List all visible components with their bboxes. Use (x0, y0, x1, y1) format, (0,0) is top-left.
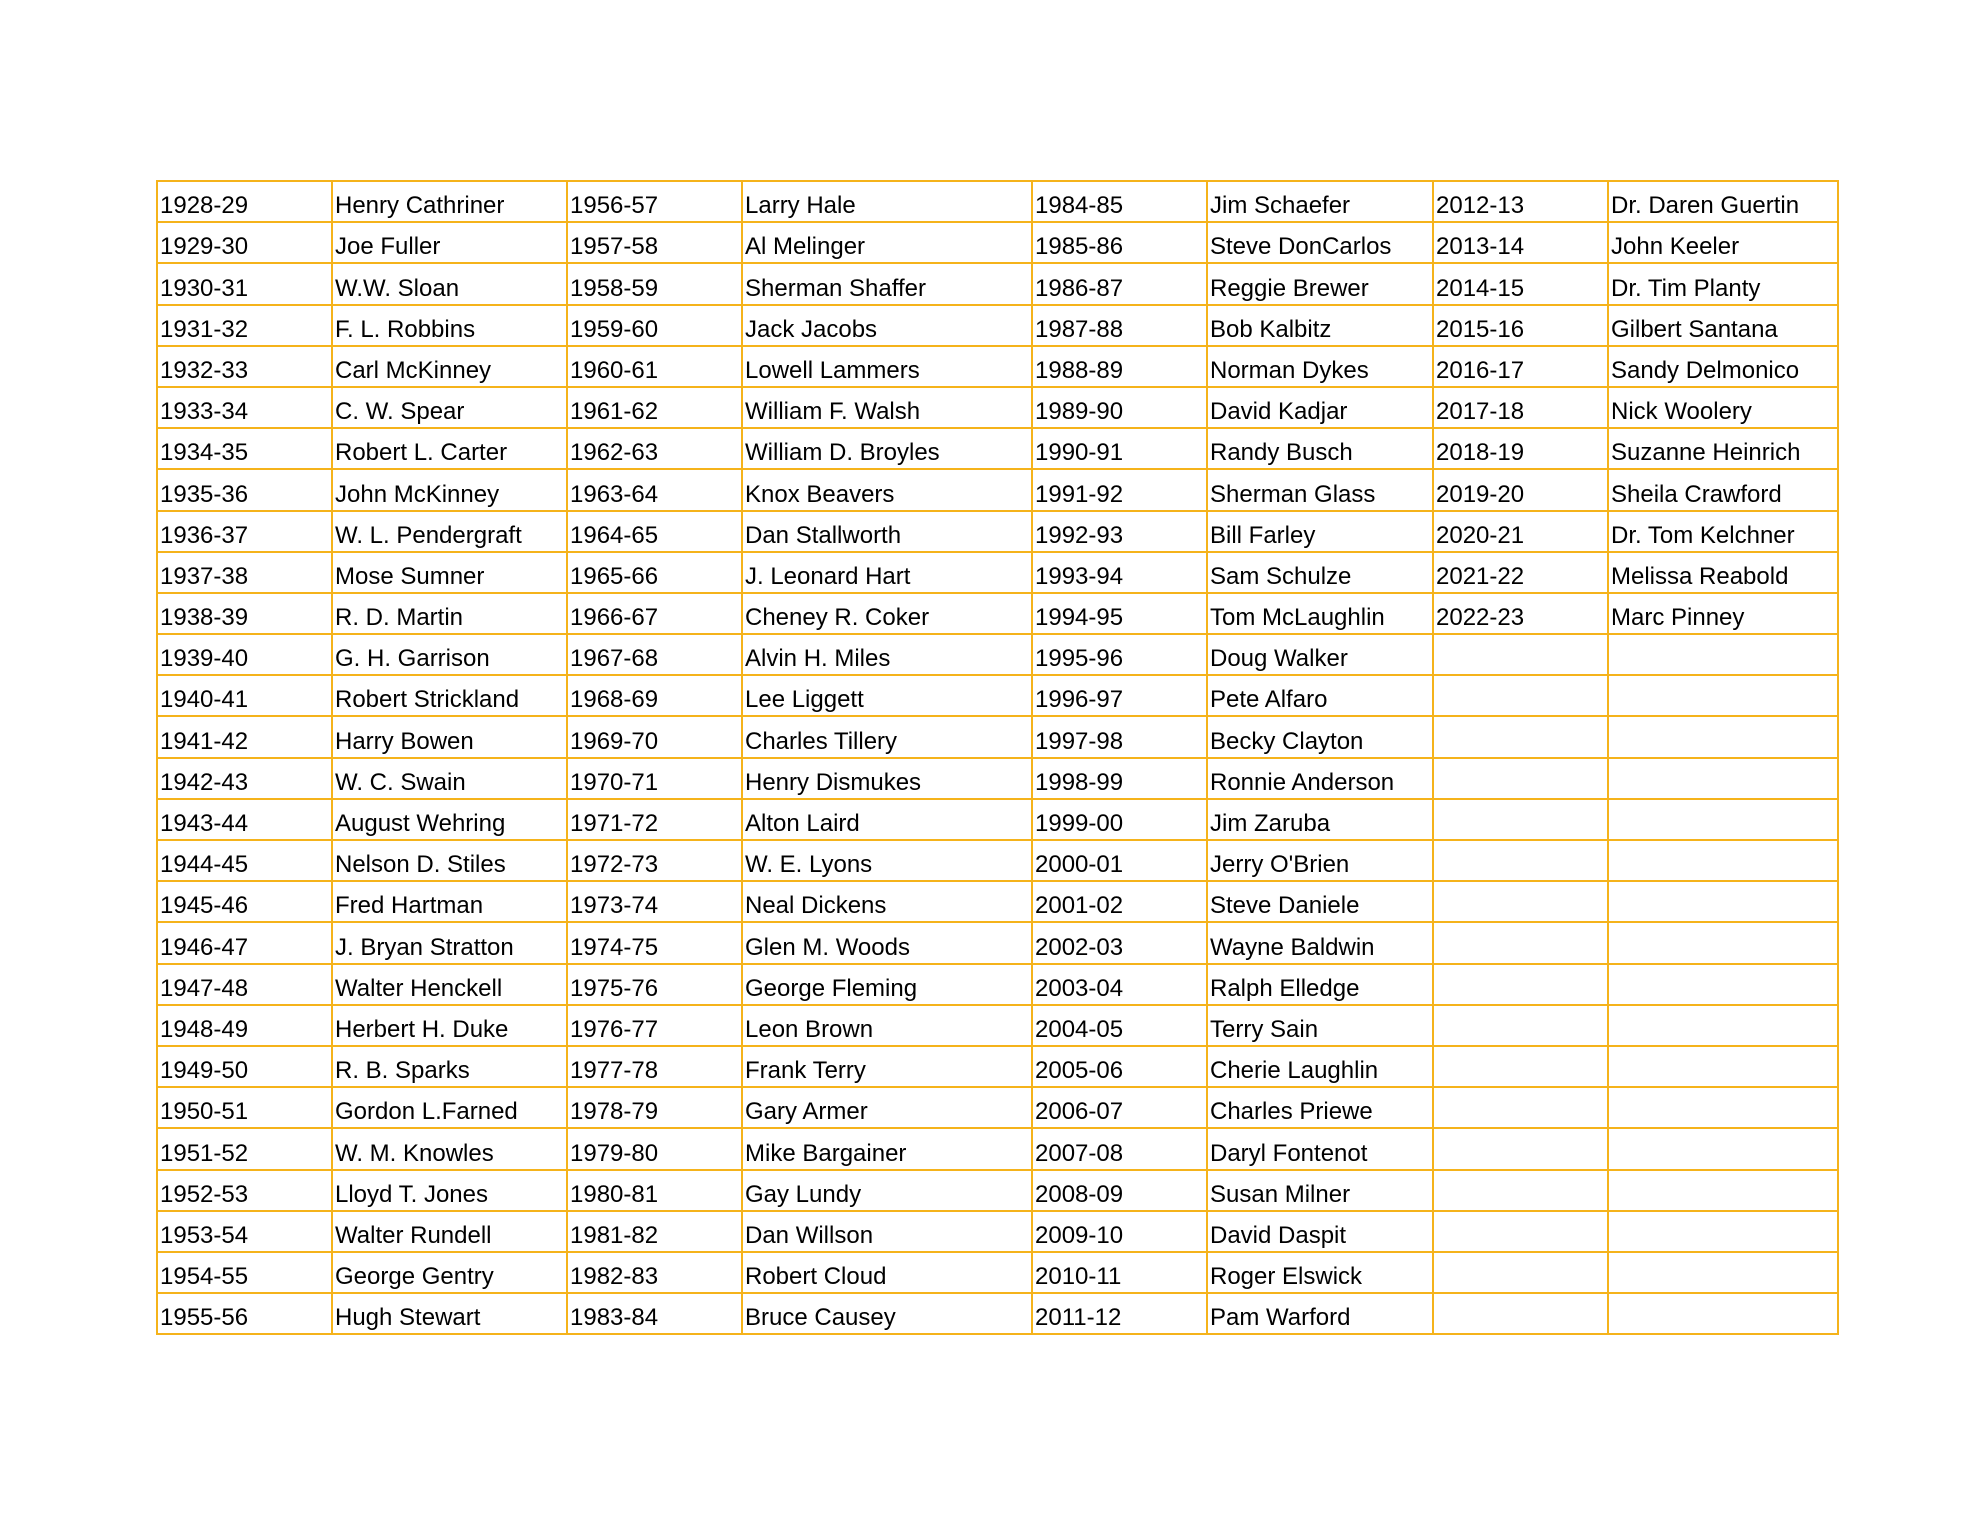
year-cell (1433, 840, 1608, 881)
year-cell: 1944-45 (157, 840, 332, 881)
table-row (157, 1087, 1838, 1128)
name-cell: R. B. Sparks (332, 1046, 567, 1087)
name-cell: Charles Tillery (742, 716, 1032, 757)
name-cell: Frank Terry (742, 1046, 1032, 1087)
name-cell: Carl McKinney (332, 346, 567, 387)
year-cell: 2015-16 (1433, 305, 1608, 346)
table-row (157, 634, 1838, 675)
year-cell: 2010-11 (1032, 1252, 1207, 1293)
name-cell: Bill Farley (1207, 511, 1433, 552)
table-row (157, 881, 1838, 922)
year-cell: 1984-85 (1032, 181, 1207, 222)
year-cell (1433, 799, 1608, 840)
year-cell: 1933-34 (157, 387, 332, 428)
year-cell (1433, 881, 1608, 922)
year-cell: 1935-36 (157, 469, 332, 510)
year-cell: 1930-31 (157, 263, 332, 304)
name-cell: Al Melinger (742, 222, 1032, 263)
name-cell: George Fleming (742, 964, 1032, 1005)
name-cell: Nelson D. Stiles (332, 840, 567, 881)
name-cell (1608, 1170, 1838, 1211)
name-cell: Sherman Shaffer (742, 263, 1032, 304)
name-cell: W.W. Sloan (332, 263, 567, 304)
name-cell: Daryl Fontenot (1207, 1128, 1433, 1169)
table-row (157, 305, 1838, 346)
name-cell: Gilbert Santana (1608, 305, 1838, 346)
year-cell: 1980-81 (567, 1170, 742, 1211)
name-cell: Dan Stallworth (742, 511, 1032, 552)
name-cell: Sherman Glass (1207, 469, 1433, 510)
year-cell: 1992-93 (1032, 511, 1207, 552)
name-cell: Pam Warford (1207, 1293, 1433, 1334)
year-cell (1433, 1046, 1608, 1087)
year-cell: 1948-49 (157, 1005, 332, 1046)
table-row (157, 964, 1838, 1005)
name-cell: Randy Busch (1207, 428, 1433, 469)
year-cell (1433, 675, 1608, 716)
table-row (157, 1252, 1838, 1293)
name-cell: Suzanne Heinrich (1608, 428, 1838, 469)
name-cell: George Gentry (332, 1252, 567, 1293)
name-cell: David Kadjar (1207, 387, 1433, 428)
name-cell: Walter Rundell (332, 1211, 567, 1252)
year-cell: 1973-74 (567, 881, 742, 922)
name-cell (1608, 758, 1838, 799)
year-cell: 2016-17 (1433, 346, 1608, 387)
year-cell (1433, 922, 1608, 963)
name-cell: Larry Hale (742, 181, 1032, 222)
name-cell: Dan Willson (742, 1211, 1032, 1252)
year-cell: 1953-54 (157, 1211, 332, 1252)
year-cell: 1932-33 (157, 346, 332, 387)
name-cell (1608, 799, 1838, 840)
name-cell: Harry Bowen (332, 716, 567, 757)
year-cell: 1971-72 (567, 799, 742, 840)
year-cell: 1976-77 (567, 1005, 742, 1046)
year-cell (1433, 1252, 1608, 1293)
table-row (157, 263, 1838, 304)
year-cell: 1985-86 (1032, 222, 1207, 263)
name-cell: Hugh Stewart (332, 1293, 567, 1334)
year-cell (1433, 964, 1608, 1005)
table-row (157, 716, 1838, 757)
year-cell: 2011-12 (1032, 1293, 1207, 1334)
table-row (157, 222, 1838, 263)
name-cell: Joe Fuller (332, 222, 567, 263)
table-row (157, 181, 1838, 222)
name-cell: Alton Laird (742, 799, 1032, 840)
year-cell: 2021-22 (1433, 552, 1608, 593)
name-cell: R. D. Martin (332, 593, 567, 634)
year-cell: 1950-51 (157, 1087, 332, 1128)
year-cell: 1993-94 (1032, 552, 1207, 593)
name-cell: Gordon L.Farned (332, 1087, 567, 1128)
year-cell: 1986-87 (1032, 263, 1207, 304)
year-cell: 1982-83 (567, 1252, 742, 1293)
year-cell: 1989-90 (1032, 387, 1207, 428)
name-cell: Robert L. Carter (332, 428, 567, 469)
name-cell: Fred Hartman (332, 881, 567, 922)
name-cell: Doug Walker (1207, 634, 1433, 675)
year-cell (1433, 1170, 1608, 1211)
year-cell: 1987-88 (1032, 305, 1207, 346)
name-cell (1608, 881, 1838, 922)
name-cell: Wayne Baldwin (1207, 922, 1433, 963)
name-cell: Jerry O'Brien (1207, 840, 1433, 881)
name-cell: F. L. Robbins (332, 305, 567, 346)
name-cell (1608, 716, 1838, 757)
year-cell: 1997-98 (1032, 716, 1207, 757)
year-cell: 1974-75 (567, 922, 742, 963)
name-cell (1608, 634, 1838, 675)
year-cell: 1929-30 (157, 222, 332, 263)
table-row (157, 1211, 1838, 1252)
name-cell: Neal Dickens (742, 881, 1032, 922)
name-cell: Melissa Reabold (1608, 552, 1838, 593)
table-row (157, 428, 1838, 469)
year-cell (1433, 1211, 1608, 1252)
name-cell: Alvin H. Miles (742, 634, 1032, 675)
name-cell (1608, 1252, 1838, 1293)
year-cell: 2003-04 (1032, 964, 1207, 1005)
year-cell: 2017-18 (1433, 387, 1608, 428)
name-cell: David Daspit (1207, 1211, 1433, 1252)
year-cell: 1957-58 (567, 222, 742, 263)
name-cell: Knox Beavers (742, 469, 1032, 510)
table-row (157, 1046, 1838, 1087)
year-cell: 1977-78 (567, 1046, 742, 1087)
year-cell: 1979-80 (567, 1128, 742, 1169)
year-cell: 1991-92 (1032, 469, 1207, 510)
year-cell: 2004-05 (1032, 1005, 1207, 1046)
name-cell: Henry Cathriner (332, 181, 567, 222)
name-cell: Leon Brown (742, 1005, 1032, 1046)
year-cell: 1996-97 (1032, 675, 1207, 716)
year-cell: 1938-39 (157, 593, 332, 634)
year-cell: 2005-06 (1032, 1046, 1207, 1087)
year-cell: 2012-13 (1433, 181, 1608, 222)
name-cell: Sheila Crawford (1608, 469, 1838, 510)
year-cell: 1968-69 (567, 675, 742, 716)
name-cell (1608, 1128, 1838, 1169)
year-cell: 1966-67 (567, 593, 742, 634)
year-cell (1433, 758, 1608, 799)
name-cell: W. L. Pendergraft (332, 511, 567, 552)
year-cell: 1928-29 (157, 181, 332, 222)
year-cell: 2019-20 (1433, 469, 1608, 510)
table-row (157, 469, 1838, 510)
name-cell (1608, 1087, 1838, 1128)
name-cell: Glen M. Woods (742, 922, 1032, 963)
year-cell: 1942-43 (157, 758, 332, 799)
year-cell: 1988-89 (1032, 346, 1207, 387)
year-cell: 1934-35 (157, 428, 332, 469)
name-cell: Marc Pinney (1608, 593, 1838, 634)
table-row (157, 1128, 1838, 1169)
name-cell: Jim Schaefer (1207, 181, 1433, 222)
year-cell: 1964-65 (567, 511, 742, 552)
name-cell: Dr. Daren Guertin (1608, 181, 1838, 222)
name-cell: Dr. Tim Planty (1608, 263, 1838, 304)
name-cell: W. C. Swain (332, 758, 567, 799)
name-cell: W. E. Lyons (742, 840, 1032, 881)
table-row (157, 387, 1838, 428)
year-cell: 1952-53 (157, 1170, 332, 1211)
name-cell (1608, 964, 1838, 1005)
year-cell: 1951-52 (157, 1128, 332, 1169)
name-cell (1608, 1046, 1838, 1087)
year-cell: 2007-08 (1032, 1128, 1207, 1169)
year-cell: 2000-01 (1032, 840, 1207, 881)
name-cell: Pete Alfaro (1207, 675, 1433, 716)
name-cell: J. Leonard Hart (742, 552, 1032, 593)
year-cell: 1955-56 (157, 1293, 332, 1334)
table-row (157, 758, 1838, 799)
name-cell: Cheney R. Coker (742, 593, 1032, 634)
table-row (157, 799, 1838, 840)
name-cell: Cherie Laughlin (1207, 1046, 1433, 1087)
name-cell: Jack Jacobs (742, 305, 1032, 346)
name-cell: Lee Liggett (742, 675, 1032, 716)
table-row (157, 840, 1838, 881)
year-cell (1433, 634, 1608, 675)
year-cell: 1941-42 (157, 716, 332, 757)
year-cell: 2002-03 (1032, 922, 1207, 963)
year-cell: 1939-40 (157, 634, 332, 675)
name-cell: Lloyd T. Jones (332, 1170, 567, 1211)
table-row (157, 511, 1838, 552)
name-cell (1608, 1211, 1838, 1252)
name-cell: Sandy Delmonico (1608, 346, 1838, 387)
name-cell (1608, 922, 1838, 963)
name-cell: Mike Bargainer (742, 1128, 1032, 1169)
year-cell: 1945-46 (157, 881, 332, 922)
name-cell: John Keeler (1608, 222, 1838, 263)
name-cell (1608, 675, 1838, 716)
name-cell: Gay Lundy (742, 1170, 1032, 1211)
year-cell (1433, 1005, 1608, 1046)
name-cell: Jim Zaruba (1207, 799, 1433, 840)
year-cell: 1995-96 (1032, 634, 1207, 675)
name-cell: Herbert H. Duke (332, 1005, 567, 1046)
name-cell: Dr. Tom Kelchner (1608, 511, 1838, 552)
name-cell (1608, 1005, 1838, 1046)
name-cell: Terry Sain (1207, 1005, 1433, 1046)
year-cell (1433, 1087, 1608, 1128)
name-cell: Steve DonCarlos (1207, 222, 1433, 263)
name-cell: Gary Armer (742, 1087, 1032, 1128)
year-cell: 1983-84 (567, 1293, 742, 1334)
table-row (157, 1005, 1838, 1046)
name-cell: J. Bryan Stratton (332, 922, 567, 963)
table-row (157, 1170, 1838, 1211)
name-cell: Charles Priewe (1207, 1087, 1433, 1128)
year-cell (1433, 716, 1608, 757)
name-cell: Nick Woolery (1608, 387, 1838, 428)
name-cell: Sam Schulze (1207, 552, 1433, 593)
table-row (157, 675, 1838, 716)
name-cell: Ronnie Anderson (1207, 758, 1433, 799)
year-cell: 1960-61 (567, 346, 742, 387)
name-cell: Robert Cloud (742, 1252, 1032, 1293)
year-cell: 1936-37 (157, 511, 332, 552)
name-cell: C. W. Spear (332, 387, 567, 428)
year-cell: 1943-44 (157, 799, 332, 840)
year-cell: 1965-66 (567, 552, 742, 593)
year-cell: 1998-99 (1032, 758, 1207, 799)
name-cell (1608, 840, 1838, 881)
roster-body (157, 181, 1838, 1334)
year-cell: 2008-09 (1032, 1170, 1207, 1211)
year-cell: 2018-19 (1433, 428, 1608, 469)
year-cell: 1969-70 (567, 716, 742, 757)
name-cell: Bob Kalbitz (1207, 305, 1433, 346)
year-cell: 1937-38 (157, 552, 332, 593)
name-cell: Susan Milner (1207, 1170, 1433, 1211)
year-cell: 1931-32 (157, 305, 332, 346)
name-cell: August Wehring (332, 799, 567, 840)
roster-table (156, 180, 1839, 1335)
year-cell: 1981-82 (567, 1211, 742, 1252)
year-cell: 2001-02 (1032, 881, 1207, 922)
name-cell (1608, 1293, 1838, 1334)
year-cell: 1956-57 (567, 181, 742, 222)
year-cell: 1949-50 (157, 1046, 332, 1087)
year-cell: 1978-79 (567, 1087, 742, 1128)
table-row (157, 552, 1838, 593)
year-cell: 2006-07 (1032, 1087, 1207, 1128)
year-cell: 1990-91 (1032, 428, 1207, 469)
name-cell: Tom McLaughlin (1207, 593, 1433, 634)
year-cell (1433, 1128, 1608, 1169)
year-cell: 1972-73 (567, 840, 742, 881)
year-cell: 1963-64 (567, 469, 742, 510)
year-cell: 1958-59 (567, 263, 742, 304)
year-cell: 1961-62 (567, 387, 742, 428)
year-cell: 1970-71 (567, 758, 742, 799)
name-cell: W. M. Knowles (332, 1128, 567, 1169)
name-cell: Robert Strickland (332, 675, 567, 716)
year-cell: 2020-21 (1433, 511, 1608, 552)
year-cell: 1962-63 (567, 428, 742, 469)
name-cell: Reggie Brewer (1207, 263, 1433, 304)
year-cell: 1946-47 (157, 922, 332, 963)
table-row (157, 346, 1838, 387)
table-row (157, 922, 1838, 963)
name-cell: Bruce Causey (742, 1293, 1032, 1334)
table-row (157, 1293, 1838, 1334)
table-row (157, 593, 1838, 634)
year-cell: 1940-41 (157, 675, 332, 716)
name-cell: Steve Daniele (1207, 881, 1433, 922)
year-cell: 1999-00 (1032, 799, 1207, 840)
name-cell: Lowell Lammers (742, 346, 1032, 387)
year-cell (1433, 1293, 1608, 1334)
year-cell: 1947-48 (157, 964, 332, 1005)
name-cell: Ralph Elledge (1207, 964, 1433, 1005)
name-cell: John McKinney (332, 469, 567, 510)
name-cell: William F. Walsh (742, 387, 1032, 428)
name-cell: Walter Henckell (332, 964, 567, 1005)
name-cell: Roger Elswick (1207, 1252, 1433, 1293)
year-cell: 1967-68 (567, 634, 742, 675)
name-cell: William D. Broyles (742, 428, 1032, 469)
name-cell: Mose Sumner (332, 552, 567, 593)
year-cell: 1954-55 (157, 1252, 332, 1293)
year-cell: 2014-15 (1433, 263, 1608, 304)
year-cell: 2022-23 (1433, 593, 1608, 634)
year-cell: 2013-14 (1433, 222, 1608, 263)
name-cell: Becky Clayton (1207, 716, 1433, 757)
year-cell: 1994-95 (1032, 593, 1207, 634)
year-cell: 1975-76 (567, 964, 742, 1005)
name-cell: G. H. Garrison (332, 634, 567, 675)
name-cell: Henry Dismukes (742, 758, 1032, 799)
year-cell: 2009-10 (1032, 1211, 1207, 1252)
year-cell: 1959-60 (567, 305, 742, 346)
name-cell: Norman Dykes (1207, 346, 1433, 387)
